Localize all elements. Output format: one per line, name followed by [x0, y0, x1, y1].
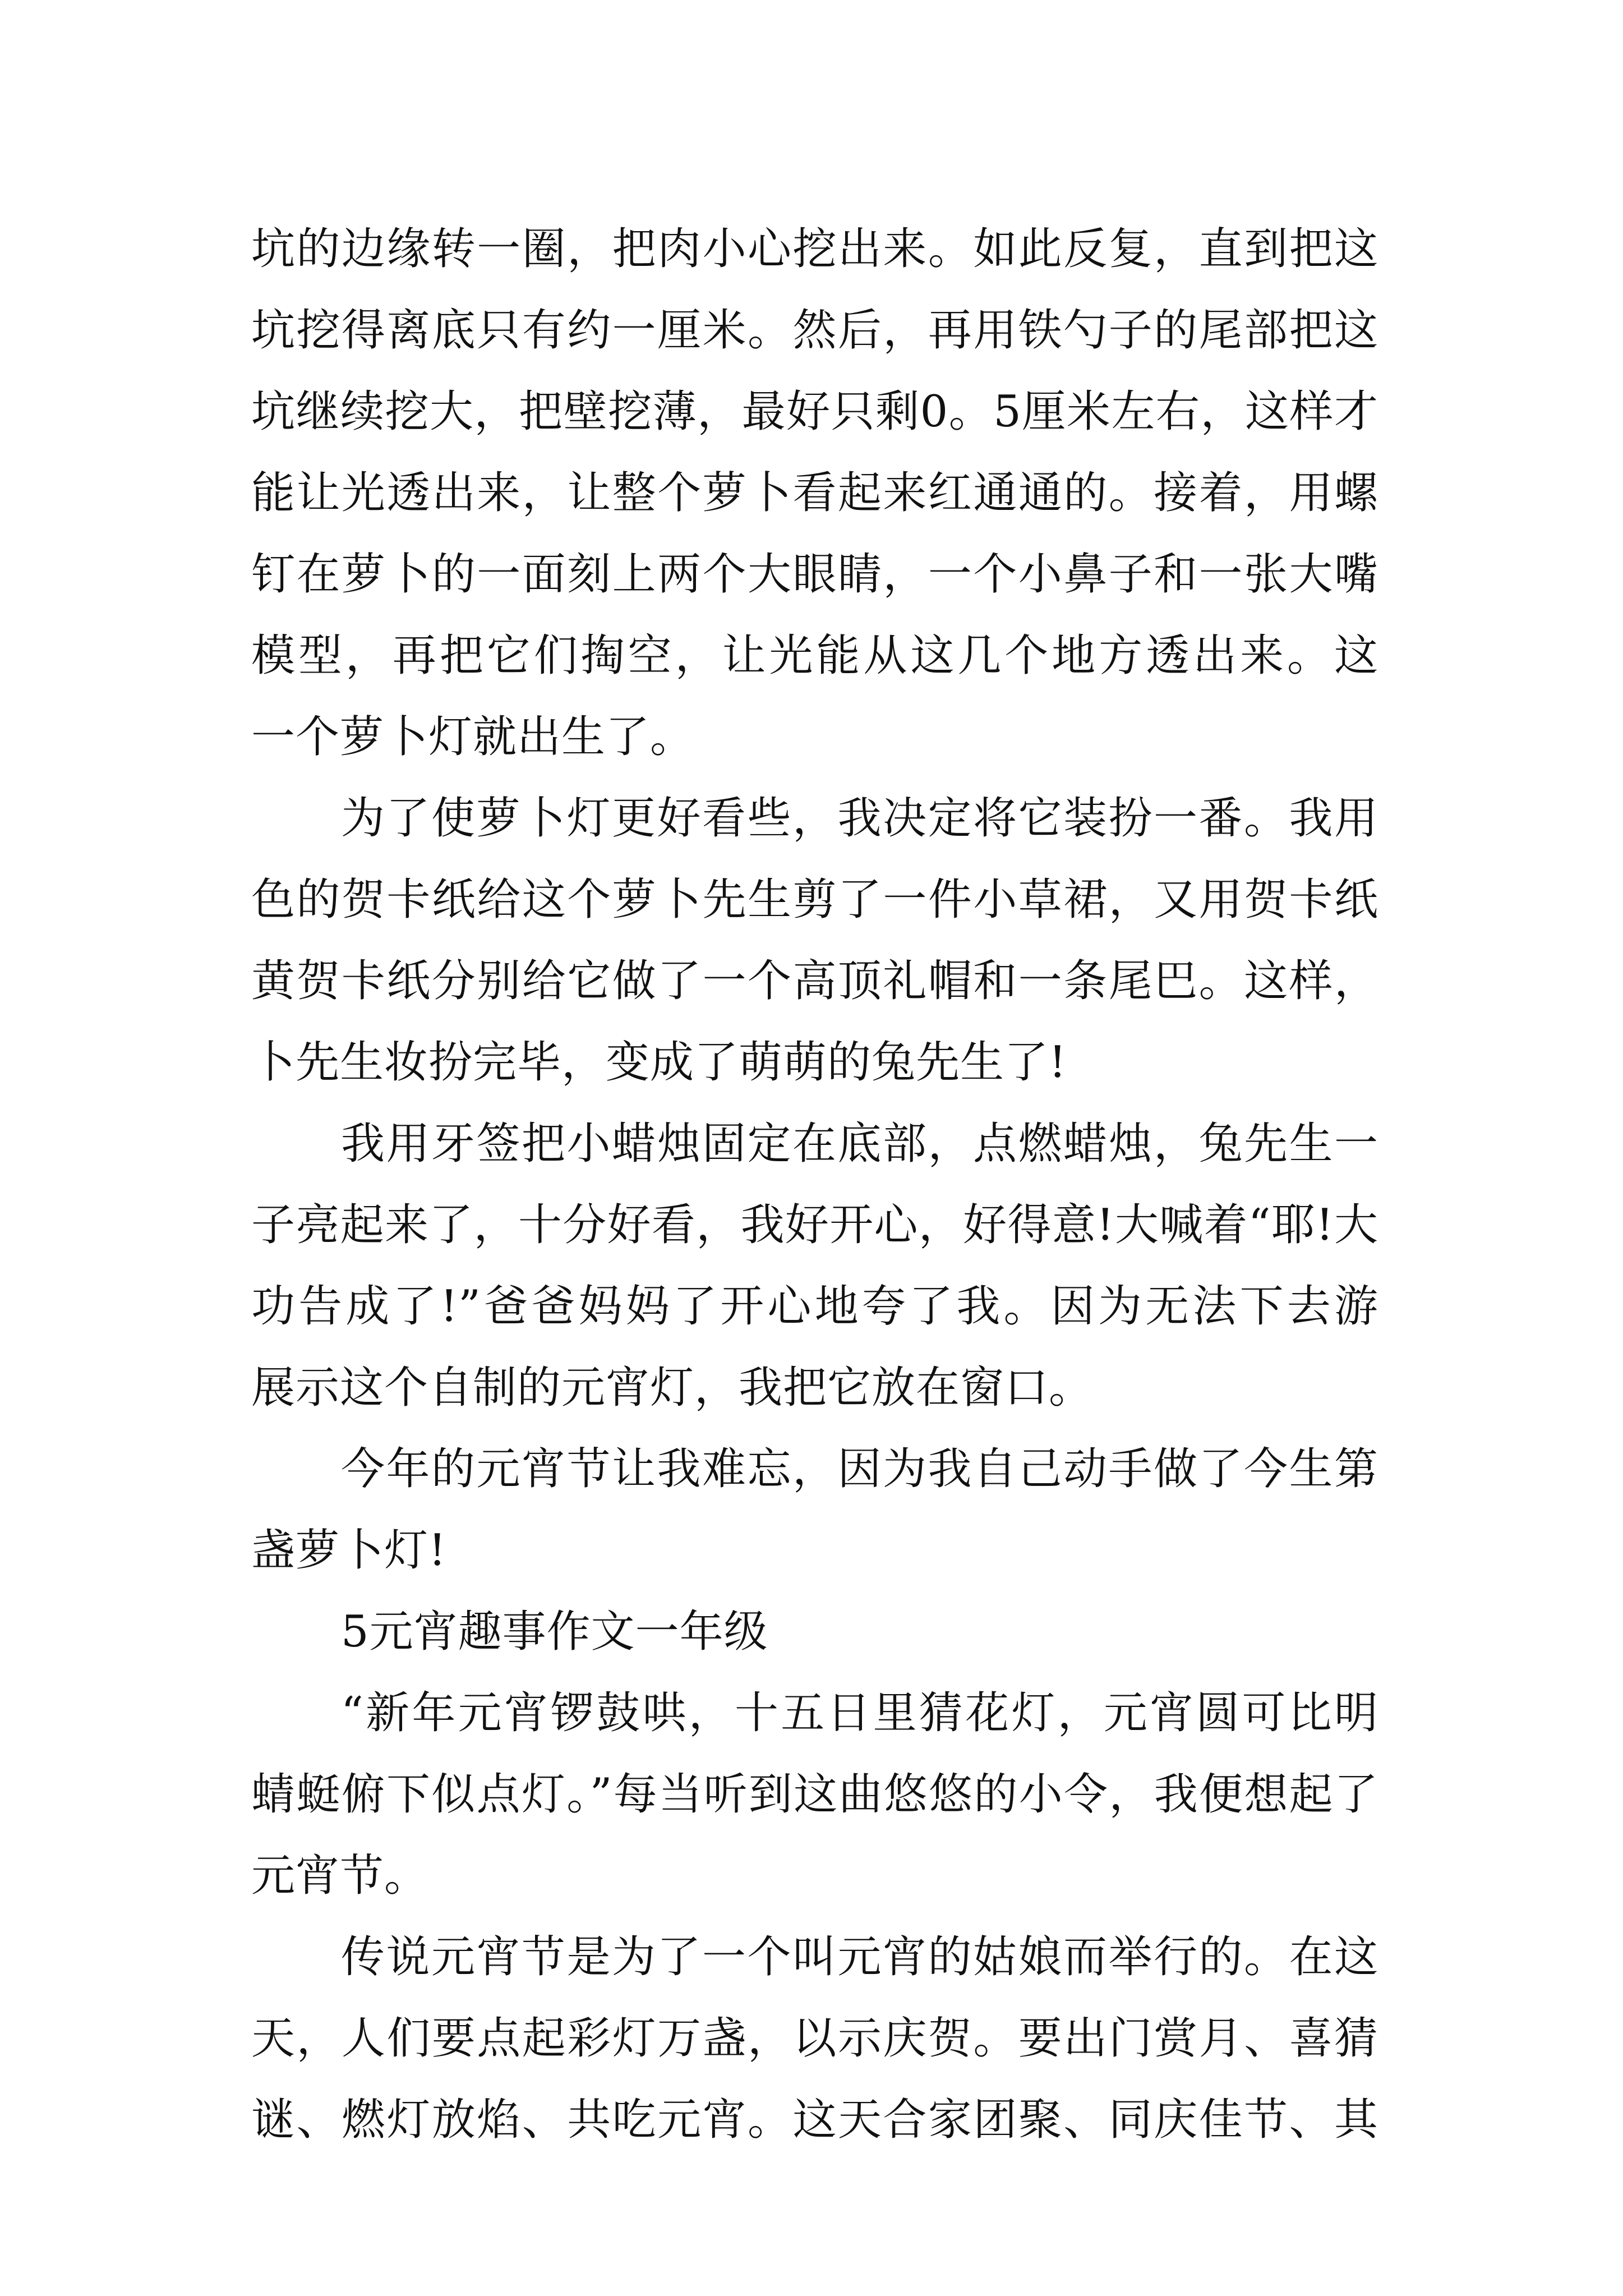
text-line: 坑继续挖大，把壁挖薄，最好只剩0。5厘米左右，这样才: [251, 386, 1378, 437]
text-line: 一个萝卜灯就出生了。: [251, 712, 695, 762]
section-heading: 5元宵趣事作文一年级: [341, 1607, 768, 1657]
paragraph-first-line: 传说元宵节是为了一个叫元宵的姑娘而举行的。在这: [341, 1932, 1378, 1982]
paragraph-first-line: 我用牙签把小蜡烛固定在底部，点燃蜡烛，兔先生一: [341, 1119, 1378, 1169]
text-line: 卜先生妆扮完毕，变成了萌萌的兔先生了!: [251, 1037, 1067, 1088]
text-line: 元宵节。: [251, 1851, 429, 1901]
text-line: 坑挖得离底只有约一厘米。然后，再用铁勺子的尾部把这: [251, 305, 1378, 356]
text-line: 蜻蜓俯下似点灯。”每当听到这曲悠悠的小令，我便想起了: [251, 1769, 1378, 1820]
text-line: 钉在萝卜的一面刻上两个大眼睛，一个小鼻子和一张大嘴: [251, 549, 1378, 600]
document-body: [251, 209, 1378, 2161]
text-line: 谜、燃灯放焰、共吃元宵。这天合家团聚、同庆佳节、其: [251, 2095, 1378, 2145]
text-line: 坑的边缘转一圈，把肉小心挖出来。如此反复，直到把这: [251, 224, 1378, 274]
text-line: 模型，再把它们掏空，让光能从这几个地方透出来。这: [251, 631, 1378, 681]
text-line: 能让光透出来，让整个萝卜看起来红通通的。接着，用螺: [251, 468, 1378, 518]
text-line: 功告成了!”爸爸妈妈了开心地夸了我。因为无法下去游: [251, 1281, 1378, 1332]
text-line: 盏萝卜灯!: [251, 1525, 447, 1576]
text-line: 子亮起来了，十分好看，我好开心，好得意!大喊着“耶!大: [251, 1200, 1378, 1250]
text-line: 展示这个自制的元宵灯，我把它放在窗口。: [251, 1363, 1094, 1413]
text-line: 黄贺卡纸分别给它做了一个高顶礼帽和一条尾巴。这样，: [251, 956, 1378, 1006]
paragraph-first-line: 今年的元宵节让我难忘，因为我自己动手做了今生第: [341, 1444, 1378, 1494]
paragraph-first-line: 为了使萝卜灯更好看些，我决定将它装扮一番。我用: [341, 793, 1378, 844]
paragraph-first-line: “新年元宵锣鼓哄，十五日里猜花灯，元宵圆可比明: [341, 1688, 1378, 1738]
text-line: 色的贺卡纸给这个萝卜先生剪了一件小草裙，又用贺卡纸: [251, 875, 1378, 925]
text-line: 天，人们要点起彩灯万盏，以示庆贺。要出门赏月、喜猜: [251, 2013, 1378, 2064]
